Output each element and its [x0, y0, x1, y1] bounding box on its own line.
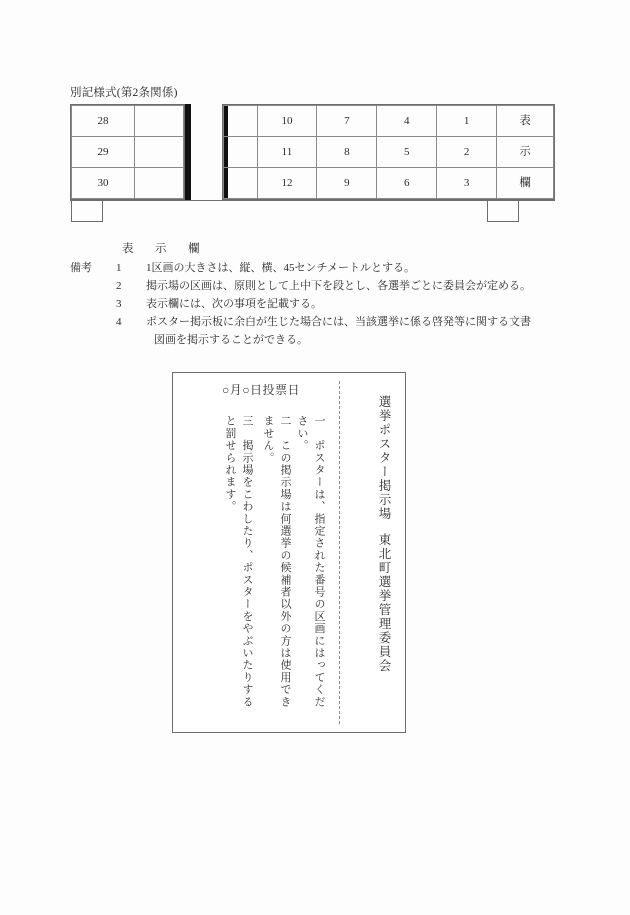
- table-row: [72, 168, 184, 199]
- note-item: [70, 313, 570, 331]
- note-text: 掲示場の区画は、原則として上中下を段とし、各選挙ごとに委員会が定める。: [146, 280, 531, 292]
- board-cell-blank: [134, 137, 183, 168]
- note-text: 表示欄には、次の事項を記載する。: [146, 298, 322, 310]
- board-cell-number: 6: [377, 168, 437, 199]
- poster-sample-panel: [172, 372, 406, 733]
- board-cell-number: 28: [72, 106, 135, 137]
- table-row: [224, 106, 554, 137]
- board-cell-number: 3: [437, 168, 497, 199]
- note-text-continuation: 図画を掲示することができる。: [154, 334, 308, 346]
- poster-authority: 東北町選挙管理委員会: [377, 533, 391, 673]
- board-cell-blank: [224, 137, 258, 168]
- poster-rule-2: 二 この掲示場は何選挙の候補者以外の方は使用できません。: [261, 415, 291, 708]
- board-cell-blank: [134, 168, 183, 199]
- board-leg-right: [487, 200, 519, 222]
- poster-rule-1: 一 ポスターは、指定された番号の区画にはってください。: [295, 415, 325, 708]
- board-base-rail: [70, 200, 555, 201]
- board-cell-number: 1: [437, 106, 497, 137]
- note-item: [70, 277, 570, 295]
- board-cell-number: 30: [72, 168, 135, 199]
- note-item: [70, 295, 570, 313]
- notes-label: 備考: [70, 262, 92, 274]
- board-cell-blank: [224, 168, 258, 199]
- table-row: [72, 137, 184, 168]
- board-left-segment: [70, 104, 185, 200]
- table-row: [224, 168, 554, 199]
- table-row: [72, 106, 184, 137]
- board-cell-number: 9: [317, 168, 377, 199]
- poster-rule-3: 三 掲示場をこわしたり、ポスターをやぶいたりすると罰せられます。: [223, 415, 253, 708]
- board-cell-number: 11: [257, 137, 317, 168]
- page-title: 別記様式(第2条関係): [70, 87, 178, 99]
- note-number: 4: [116, 316, 122, 328]
- board-cell-blank: [134, 106, 183, 137]
- board-break-bar-left: [185, 104, 191, 200]
- poster-voting-date: ○月○日投票日: [222, 383, 300, 397]
- board-cell-number: 10: [257, 106, 317, 137]
- board-cell-number: 2: [437, 137, 497, 168]
- note-item-continuation: [70, 331, 570, 349]
- note-text: ポスター掲示板に余白が生じた場合には、当該選挙に係る啓発等に関する文書: [146, 316, 531, 328]
- table-row: [224, 137, 554, 168]
- poster-board-diagram: [70, 104, 555, 232]
- board-cell-number: 12: [257, 168, 317, 199]
- note-text: 1区画の大きさは、縦、横、45センチメートルとする。: [146, 262, 416, 274]
- note-number: 1: [116, 262, 122, 274]
- notes-section: [70, 259, 570, 349]
- poster-heading: 選挙ポスター掲示場: [377, 395, 391, 521]
- board-cell-number: 4: [377, 106, 437, 137]
- board-cell-number: 8: [317, 137, 377, 168]
- board-cell-number: 5: [377, 137, 437, 168]
- board-caption: 表 示 欄: [122, 243, 205, 255]
- note-number: 2: [116, 280, 122, 292]
- note-item: [70, 259, 570, 277]
- board-display-column-char: 示: [497, 137, 554, 168]
- board-cell-number: 29: [72, 137, 135, 168]
- board-leg-left: [71, 200, 103, 222]
- board-cell-number: 7: [317, 106, 377, 137]
- board-cell-blank: [224, 106, 258, 137]
- board-right-segment: [222, 104, 555, 200]
- board-display-column-char: 表: [497, 106, 554, 137]
- board-display-column-char: 欄: [497, 168, 554, 199]
- note-number: 3: [116, 298, 122, 310]
- panel-dashed-divider: [339, 381, 340, 724]
